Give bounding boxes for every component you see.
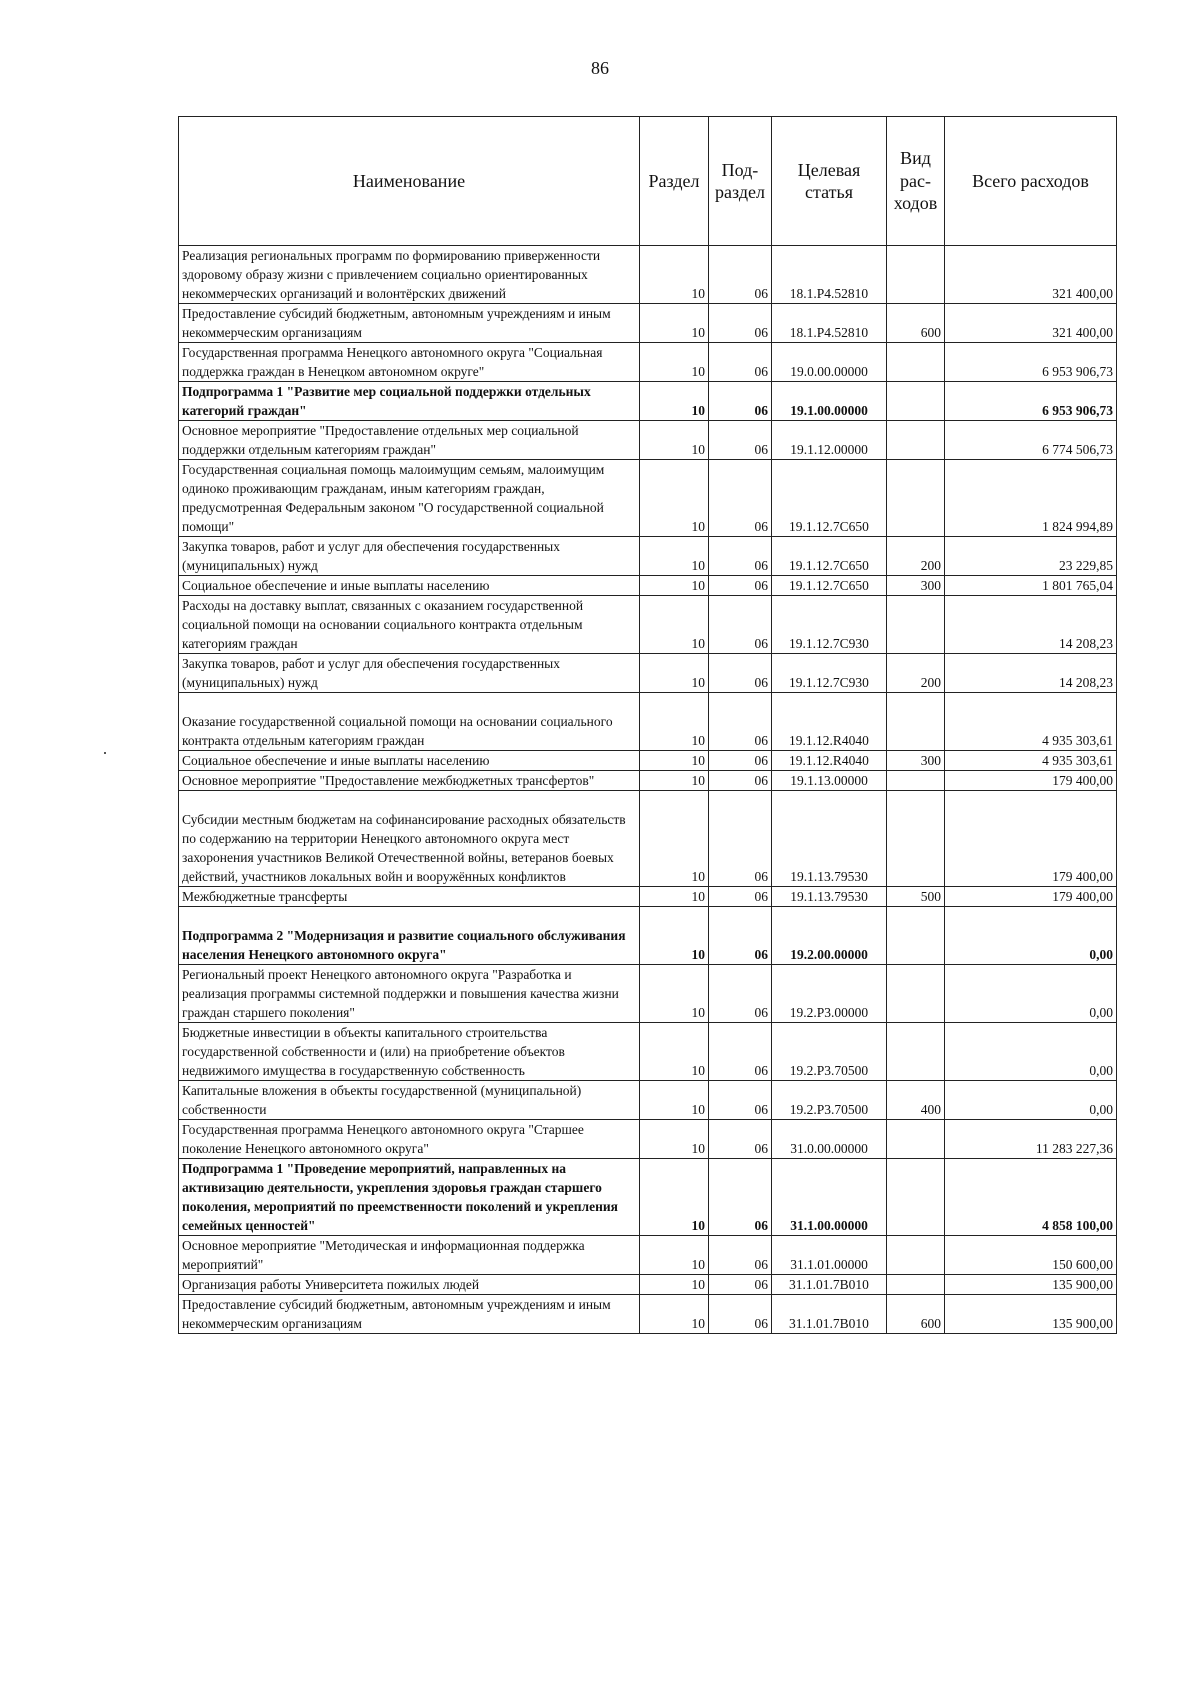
cell-target: 19.1.12.R4040: [772, 693, 887, 751]
table-row: [179, 304, 1117, 343]
cell-section: 10: [640, 576, 709, 596]
cell-section: 10: [640, 596, 709, 654]
cell-section: 10: [640, 1236, 709, 1275]
cell-section: 10: [640, 965, 709, 1023]
cell-subsection: 06: [709, 1120, 772, 1159]
cell-section: 10: [640, 791, 709, 887]
cell-total: 0,00: [945, 1081, 1117, 1120]
cell-total: 321 400,00: [945, 304, 1117, 343]
budget-table: [178, 116, 1117, 1334]
cell-type: [887, 246, 945, 304]
cell-name: Основное мероприятие "Предоставление отдельных мер социальной поддержки отдельным категориям граждан": [179, 421, 640, 460]
cell-name: Организация работы Университета пожилых людей: [179, 1275, 640, 1295]
cell-section: 10: [640, 693, 709, 751]
cell-total: 4 935 303,61: [945, 751, 1117, 771]
cell-subsection: 06: [709, 771, 772, 791]
cell-name: Реализация региональных программ по формированию приверженности здоровому образу жизни с привлечением социально ориентированных некоммерческих организаций и волонтёрских движений: [179, 246, 640, 304]
header-type: Вид рас-ходов: [887, 117, 945, 246]
cell-type: 500: [887, 887, 945, 907]
cell-type: [887, 460, 945, 537]
cell-name: Оказание государственной социальной помощи на основании социального контракта отдельным категориям граждан: [179, 693, 640, 751]
table-header-row: [179, 117, 1117, 246]
cell-subsection: 06: [709, 965, 772, 1023]
table-row: [179, 693, 1117, 751]
cell-target: 19.1.13.79530: [772, 791, 887, 887]
cell-total: 0,00: [945, 965, 1117, 1023]
cell-target: 19.1.12.7C650: [772, 576, 887, 596]
cell-subsection: 06: [709, 460, 772, 537]
cell-type: [887, 907, 945, 965]
cell-name: Подпрограмма 2 "Модернизация и развитие социального обслуживания населения Ненецкого автономного округа": [179, 907, 640, 965]
cell-section: 10: [640, 907, 709, 965]
cell-target: 31.1.01.00000: [772, 1236, 887, 1275]
table-row: [179, 460, 1117, 537]
cell-target: 19.1.12.7C650: [772, 460, 887, 537]
cell-total: 179 400,00: [945, 771, 1117, 791]
table-row: [179, 421, 1117, 460]
cell-section: 10: [640, 654, 709, 693]
cell-subsection: 06: [709, 537, 772, 576]
table-row: [179, 1120, 1117, 1159]
table-row: [179, 771, 1117, 791]
cell-section: 10: [640, 1159, 709, 1236]
cell-name: Государственная социальная помощь малоимущим семьям, малоимущим одиноко проживающим гражданам, иным категориям граждан, предусмотренная Федеральным законом "О государственной социальной помощи": [179, 460, 640, 537]
table-row: [179, 1295, 1117, 1334]
cell-name: Бюджетные инвестиции в объекты капитального строительства государственной собственности и (или) на приобретение объектов недвижимого имущества в государственную собственность: [179, 1023, 640, 1081]
cell-section: 10: [640, 1081, 709, 1120]
cell-section: 10: [640, 771, 709, 791]
cell-target: 31.1.00.00000: [772, 1159, 887, 1236]
cell-section: 10: [640, 1023, 709, 1081]
cell-target: 19.2.00.00000: [772, 907, 887, 965]
cell-name: Капитальные вложения в объекты государственной (муниципальной) собственности: [179, 1081, 640, 1120]
cell-name: Региональный проект Ненецкого автономного округа "Разработка и реализация программы системной поддержки и повышения качества жизни граждан старшего поколения": [179, 965, 640, 1023]
cell-section: 10: [640, 343, 709, 382]
cell-subsection: 06: [709, 1236, 772, 1275]
table-row: [179, 576, 1117, 596]
cell-name: Социальное обеспечение и иные выплаты населению: [179, 751, 640, 771]
cell-type: 600: [887, 1295, 945, 1334]
cell-target: 19.1.13.79530: [772, 887, 887, 907]
cell-target: 19.1.13.00000: [772, 771, 887, 791]
table-row: [179, 965, 1117, 1023]
cell-total: 6 953 906,73: [945, 382, 1117, 421]
cell-target: 19.0.00.00000: [772, 343, 887, 382]
table-row: [179, 751, 1117, 771]
cell-target: 19.2.P3.70500: [772, 1081, 887, 1120]
table-body: [179, 246, 1117, 1334]
table-row: [179, 596, 1117, 654]
table-row: [179, 791, 1117, 887]
cell-type: [887, 771, 945, 791]
cell-name: Социальное обеспечение и иные выплаты населению: [179, 576, 640, 596]
cell-type: [887, 596, 945, 654]
cell-subsection: 06: [709, 654, 772, 693]
cell-target: 18.1.P4.52810: [772, 304, 887, 343]
cell-section: 10: [640, 1295, 709, 1334]
cell-type: 200: [887, 537, 945, 576]
cell-name: Подпрограмма 1 "Развитие мер социальной поддержки отдельных категорий граждан": [179, 382, 640, 421]
cell-subsection: 06: [709, 343, 772, 382]
cell-total: 14 208,23: [945, 596, 1117, 654]
cell-total: 6 774 506,73: [945, 421, 1117, 460]
table-row: [179, 1159, 1117, 1236]
header-section: Раздел: [640, 117, 709, 246]
cell-section: 10: [640, 1120, 709, 1159]
cell-subsection: 06: [709, 887, 772, 907]
table-row: [179, 343, 1117, 382]
cell-target: 19.1.12.7C650: [772, 537, 887, 576]
cell-target: 18.1.P4.52810: [772, 246, 887, 304]
cell-section: 10: [640, 246, 709, 304]
cell-total: 6 953 906,73: [945, 343, 1117, 382]
cell-total: 321 400,00: [945, 246, 1117, 304]
cell-name: Предоставление субсидий бюджетным, автономным учреждениям и иным некоммерческим организациям: [179, 1295, 640, 1334]
cell-total: 179 400,00: [945, 887, 1117, 907]
cell-type: [887, 1120, 945, 1159]
cell-total: 1 801 765,04: [945, 576, 1117, 596]
cell-total: 14 208,23: [945, 654, 1117, 693]
header-total: Всего расходов: [945, 117, 1117, 246]
cell-target: 19.1.12.R4040: [772, 751, 887, 771]
cell-total: 0,00: [945, 1023, 1117, 1081]
cell-subsection: 06: [709, 246, 772, 304]
cell-name: Подпрограмма 1 "Проведение мероприятий, направленных на активизацию деятельности, укрепления здоровья граждан старшего поколения, мероприятий по преемственности поколений и укрепления семейных ценностей": [179, 1159, 640, 1236]
table-row: [179, 1023, 1117, 1081]
cell-subsection: 06: [709, 1081, 772, 1120]
cell-type: 300: [887, 751, 945, 771]
page-number: 86: [591, 58, 609, 78]
cell-target: 19.1.12.7C930: [772, 654, 887, 693]
cell-subsection: 06: [709, 382, 772, 421]
cell-type: [887, 382, 945, 421]
cell-target: 19.2.P3.00000: [772, 965, 887, 1023]
cell-total: 4 858 100,00: [945, 1159, 1117, 1236]
cell-target: 19.1.00.00000: [772, 382, 887, 421]
cell-name: Субсидии местным бюджетам на софинансирование расходных обязательств по содержанию на территории Ненецкого автономного округа мест захоронения участников Великой Отечественной войны, ветеранов боевых действий, участников локальных войн и вооружённых конфликтов: [179, 791, 640, 887]
cell-section: 10: [640, 382, 709, 421]
cell-total: 11 283 227,36: [945, 1120, 1117, 1159]
cell-section: 10: [640, 460, 709, 537]
cell-type: [887, 1159, 945, 1236]
scan-speck: [104, 752, 106, 754]
cell-type: 600: [887, 304, 945, 343]
cell-subsection: 06: [709, 1023, 772, 1081]
cell-subsection: 06: [709, 576, 772, 596]
cell-subsection: 06: [709, 1159, 772, 1236]
cell-type: [887, 965, 945, 1023]
cell-subsection: 06: [709, 1295, 772, 1334]
cell-total: 150 600,00: [945, 1236, 1117, 1275]
cell-section: 10: [640, 751, 709, 771]
cell-target: 19.1.12.7C930: [772, 596, 887, 654]
cell-total: 1 824 994,89: [945, 460, 1117, 537]
cell-type: [887, 421, 945, 460]
table-row: [179, 382, 1117, 421]
cell-subsection: 06: [709, 693, 772, 751]
header-target: Целевая статья: [772, 117, 887, 246]
cell-type: [887, 1275, 945, 1295]
cell-total: 4 935 303,61: [945, 693, 1117, 751]
cell-type: [887, 1236, 945, 1275]
table-row: [179, 887, 1117, 907]
cell-name: Основное мероприятие "Предоставление межбюджетных трансфертов": [179, 771, 640, 791]
cell-name: Расходы на доставку выплат, связанных с оказанием государственной социальной помощи на основании социального контракта отдельным категориям граждан: [179, 596, 640, 654]
cell-total: 0,00: [945, 907, 1117, 965]
cell-subsection: 06: [709, 596, 772, 654]
cell-target: 31.0.00.00000: [772, 1120, 887, 1159]
cell-type: [887, 1023, 945, 1081]
cell-name: Закупка товаров, работ и услуг для обеспечения государственных (муниципальных) нужд: [179, 537, 640, 576]
cell-section: 10: [640, 304, 709, 343]
cell-subsection: 06: [709, 751, 772, 771]
cell-type: 200: [887, 654, 945, 693]
cell-target: 31.1.01.7B010: [772, 1275, 887, 1295]
header-subsection: Под-раздел: [709, 117, 772, 246]
cell-subsection: 06: [709, 907, 772, 965]
cell-name: Основное мероприятие "Методическая и информационная поддержка мероприятий": [179, 1236, 640, 1275]
cell-name: Государственная программа Ненецкого автономного округа "Социальная поддержка граждан в Ненецком автономном округе": [179, 343, 640, 382]
cell-subsection: 06: [709, 304, 772, 343]
cell-type: [887, 693, 945, 751]
cell-section: 10: [640, 537, 709, 576]
cell-subsection: 06: [709, 421, 772, 460]
table-row: [179, 1236, 1117, 1275]
cell-target: 19.2.P3.70500: [772, 1023, 887, 1081]
cell-total: 23 229,85: [945, 537, 1117, 576]
cell-total: 179 400,00: [945, 791, 1117, 887]
cell-section: 10: [640, 421, 709, 460]
cell-type: [887, 791, 945, 887]
cell-subsection: 06: [709, 791, 772, 887]
header-name: Наименование: [179, 117, 640, 246]
table-row: [179, 907, 1117, 965]
cell-name: Закупка товаров, работ и услуг для обеспечения государственных (муниципальных) нужд: [179, 654, 640, 693]
table-row: [179, 246, 1117, 304]
cell-section: 10: [640, 887, 709, 907]
cell-total: 135 900,00: [945, 1295, 1117, 1334]
cell-total: 135 900,00: [945, 1275, 1117, 1295]
cell-name: Межбюджетные трансферты: [179, 887, 640, 907]
cell-subsection: 06: [709, 1275, 772, 1295]
cell-target: 19.1.12.00000: [772, 421, 887, 460]
table-row: [179, 654, 1117, 693]
cell-type: [887, 343, 945, 382]
cell-name: Предоставление субсидий бюджетным, автономным учреждениям и иным некоммерческим организациям: [179, 304, 640, 343]
cell-section: 10: [640, 1275, 709, 1295]
cell-target: 31.1.01.7B010: [772, 1295, 887, 1334]
table-row: [179, 1081, 1117, 1120]
table-row: [179, 1275, 1117, 1295]
cell-name: Государственная программа Ненецкого автономного округа "Старшее поколение Ненецкого автономного округа": [179, 1120, 640, 1159]
table-row: [179, 537, 1117, 576]
cell-type: 300: [887, 576, 945, 596]
cell-type: 400: [887, 1081, 945, 1120]
